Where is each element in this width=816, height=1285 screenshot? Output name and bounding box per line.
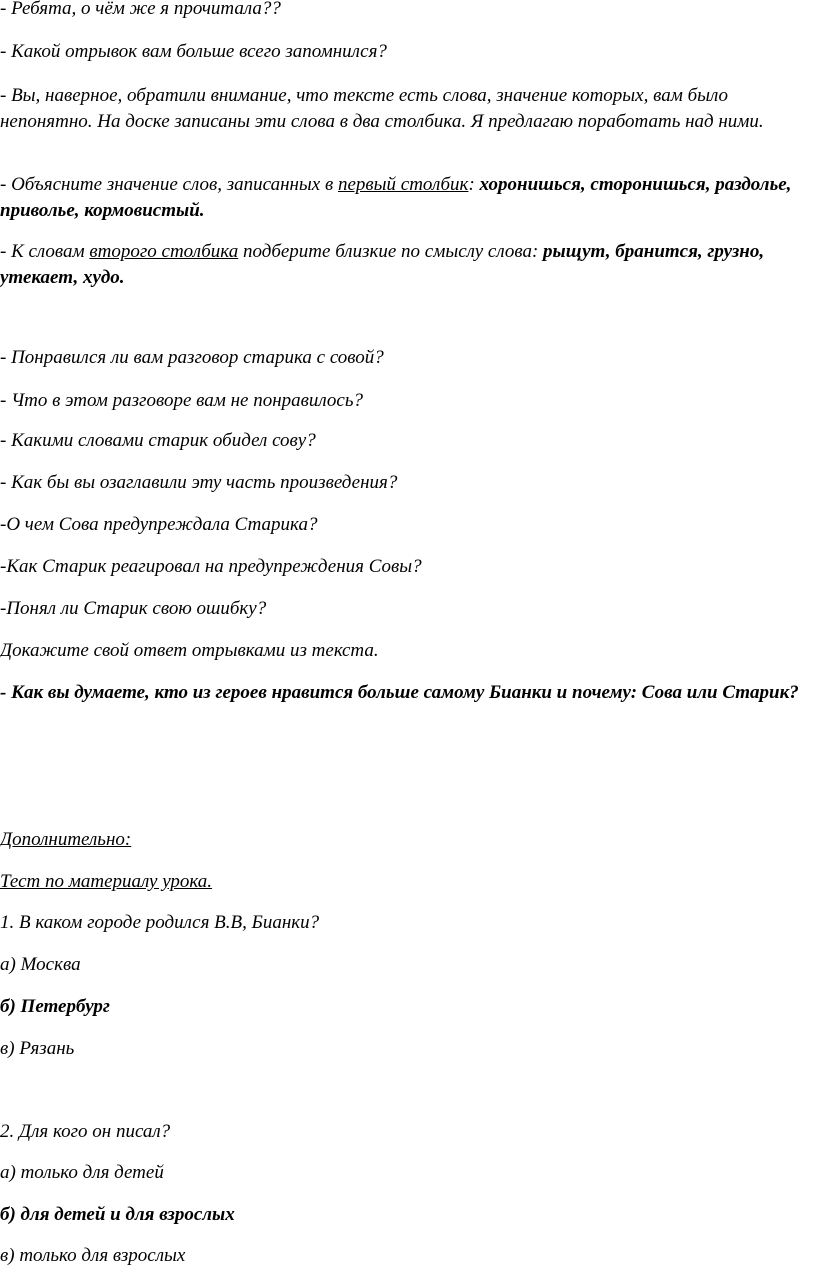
- question-disliked: - Что в этом разговоре вам не понравилось?: [0, 390, 364, 411]
- second-column-words: рыщут, бранится, грузно, утекает, худо.: [0, 241, 765, 288]
- paragraph-unknown-words: - Вы, наверное, обратили внимание, что тексте есть слова, значение которых, вам было непонятно. На доске записаны эти слова в два столбика. Я предлагаю поработать над ними.: [0, 85, 764, 132]
- test-q2-option-b: б) для детей и для взрослых: [0, 1204, 235, 1225]
- task-first-column: [0, 172, 814, 224]
- second-column-underlined: второго столбика: [89, 241, 239, 262]
- question-understood-mistake: -Понял ли Старик свою ошибку?: [0, 598, 267, 619]
- task-second-column: [0, 239, 814, 291]
- test-title: Тест по материалу урока.: [0, 871, 213, 892]
- first-column-words: хоронишься, сторонишься, раздолье, приволье, кормовистый.: [0, 174, 792, 221]
- first-column-underlined: первый столбик: [337, 174, 469, 195]
- test-q2-option-a: а) только для детей: [0, 1162, 164, 1183]
- question-old-man-reaction: -Как Старик реагировал на предупреждения Совы?: [0, 556, 422, 577]
- question-favorite-hero: - Как вы думаете, кто из героев нравится больше самому Бианки и почему: Сова или Старик?: [0, 682, 799, 703]
- test-question-1: 1. В каком городе родился В.В, Бианки?: [0, 912, 320, 933]
- test-q1-option-b: б) Петербург: [0, 996, 110, 1017]
- question-owl-warned: -О чем Сова предупреждала Старика?: [0, 514, 318, 535]
- task-first-column-prefix: - Объясните значение слов, записанных в: [0, 174, 338, 195]
- test-question-2: 2. Для кого он писал?: [0, 1121, 171, 1142]
- task-second-column-middle: подберите близкие по смыслу слова:: [238, 241, 544, 262]
- extra-heading: Дополнительно:: [0, 829, 132, 850]
- question-memorable-passage: - Какой отрывок вам больше всего запомнился?: [0, 41, 387, 62]
- task-first-column-colon: :: [468, 174, 480, 195]
- test-q1-option-a: а) Москва: [0, 954, 81, 975]
- task-second-column-prefix: - К словам: [0, 241, 90, 262]
- instruction-prove-answer: Докажите свой ответ отрывками из текста.: [0, 640, 379, 661]
- test-q1-option-c: в) Рязань: [0, 1038, 75, 1059]
- question-offended-owl: - Какими словами старик обидел сову?: [0, 430, 316, 451]
- question-title-part: - Как бы вы озаглавили эту часть произведения?: [0, 472, 398, 493]
- question-what-read: - Ребята, о чём же я прочитала??: [0, 0, 281, 19]
- question-liked-conversation: - Понравился ли вам разговор старика с совой?: [0, 347, 384, 368]
- test-q2-option-c: в) только для взрослых: [0, 1245, 186, 1266]
